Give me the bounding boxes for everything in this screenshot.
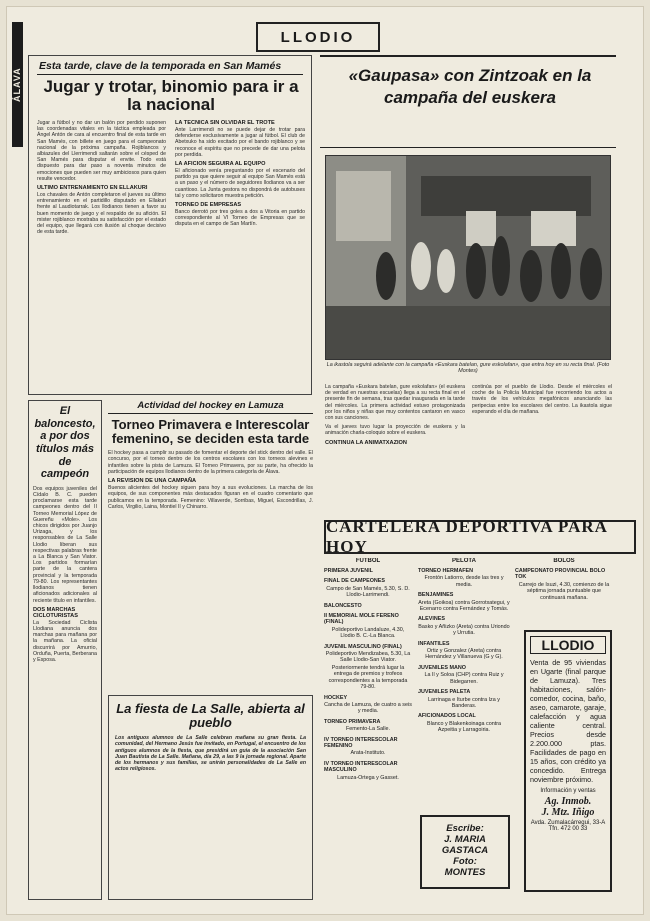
pelota-header: PELOTA	[452, 558, 476, 564]
cartelera-line: Posteriormente tendrá lugar la entrega de premios y trofeos correspondientes a la temporada 79-80.	[328, 664, 408, 691]
salle-text: Los antiguos alumnos de La Salle celebran mañana su gran fiesta. La comunidad, del Hermano Jesús fue invitado, en Portugal, el encuentro de los antiguos alumnos de la fiesta, que presidirá un guia de la asociación San Juan Bautista de La Salle. Mañana, día 29, a las 9 la jornada regional. Aparte de los hermanos y sus familias, se unirán personalidades de La Salle en actos religiosos.	[115, 735, 306, 773]
hockey-article	[108, 400, 313, 690]
basketball-box	[28, 400, 102, 900]
cartelera-line: CAMPEONATO PROVINCIAL BOLO TOK	[515, 568, 606, 581]
ad-phone: Tfn. 472 00 33	[548, 826, 588, 832]
lead-sub1: ULTIMO ENTRENAMIENTO EN ELLAKURI	[37, 185, 148, 192]
cartelera-line: Cancha de Lamuza, de cuatro a seis y media.	[324, 701, 412, 715]
bolos-header: BOLOS	[553, 558, 575, 564]
lead-col2: Ante Larrimendi no se puede dejar de trotar para defenderse exclusivamente a jugar al fútbol. El club de Abetxuko ha sido excitado por el bando rojiblanco y se reconoce el espíritu que no precede de dar una pelota por perdida.	[175, 127, 305, 158]
lead-article	[28, 55, 312, 395]
hockey-headline: Torneo Primavera e Interescolar femenino, se deciden esta tarde	[111, 417, 310, 446]
cartelera-line: Areta (Goikoa) contra Gorrotxategui, y Ecenarro contra Fernández y Tomás.	[418, 599, 510, 613]
credits-write-label: Escribe:	[446, 823, 484, 834]
basketball-headline: El baloncesto, a por dos títulos más de campeón	[34, 405, 96, 481]
ad-text: Venta de 95 viviendas en Ugarte (final parque de Lamuza). Tres habitaciones, salón-comedor, cocina, baño, aseo, camarote, garaje, calefacción y agua caliente central. Precios desde 2.200.000 ptas. Facilidades de pago en 15 años, con crédito ya concedido. Entrega noviembre próximo.	[530, 658, 606, 784]
lead-col1b: Los chavales de Antón completaron el jueves su último entrenamiento en el partidillo disputado en Ellakuri frente al Laudiotarrak. Los llodianos tienen a favor su buen momento de juego y el respaldo de su afición. El mister rojiblanco mostraba su satisfacción por el estado del equipo, que llegará con ilusión al choque decisivo de esta tarde.	[37, 192, 166, 236]
lead-col2b: El aficionado venía preguntando por el escenario del partido ya que quiere seguir al equipo San Mamés está a un paso y el número de seguidores llodianos va a ser cuantioso. La Junta gestora no dispondrá de autobuses tal y como solicitaron muestra petición.	[175, 168, 305, 199]
cartelera-line: Femento-La Salle.	[345, 726, 391, 733]
cartelera-line: INFANTILES	[418, 640, 450, 647]
section-title: LLODIO	[256, 22, 380, 52]
cartelera-line: Polideportivo Landaluze, 4.30, Llodio B. C.-La Blanca.	[331, 626, 405, 640]
salle-headline: La fiesta de La Salle, abierta al pueblo	[116, 701, 305, 730]
cartelera-line: La Il y Soloa (CHP) contra Ruiz y Bidegarren.	[424, 672, 504, 685]
basketball-sub: DOS MARCHAS CICLOTURISTAS	[33, 606, 78, 619]
salle-article	[108, 695, 313, 900]
hockey-kicker: Actividad del hockey en Lamuza	[137, 400, 284, 411]
cartelera-line: Arata-Instituto.	[350, 750, 386, 757]
credits-photo-label: Foto:	[453, 856, 477, 867]
cartelera-line: HOCKEY	[324, 694, 348, 701]
lead-sub3: LA AFICION SEGUIRA AL EQUIPO	[175, 161, 266, 168]
cartelera-line: JUVENIL MASCULINO (FINAL)	[324, 643, 402, 650]
region-tab: ÁLAVA	[12, 22, 23, 147]
credits-author: J. MARIA	[444, 834, 486, 845]
cartelera-line: AFICIONADOS LOCAL	[418, 713, 476, 720]
ad-company-line1: Ag. Inmob.	[544, 796, 592, 807]
cartelera-line: Basko y Añizko (Areta) contra Uriondo y Urrutia.	[418, 623, 510, 637]
lead-sub2: LA TECNICA SIN OLVIDAR EL TROTE	[175, 120, 275, 126]
futbol-header: FUTBOL	[355, 558, 381, 564]
cartelera-line: FINAL DE CAMPEONES	[324, 578, 385, 585]
euskera-sub: CONTINUA LA ANIMATXAZION	[325, 439, 407, 446]
credits-box	[420, 815, 510, 889]
euskera-headline: «Gaupasa» con Zintzoak en la campaña del euskera	[348, 66, 592, 108]
cartelera-line: BALONCESTO	[324, 602, 362, 609]
basketball-text: Dos equipos juveniles del Cídalo B. C. pueden proclamarse esta tarde campeones dentro del II Torneo Memorial López de Guereñu «Mole». Los chicos dirigidos por Juanjo Urizaga, y los responsables de La Salle Llodio liberan sus respectivas palabras frente a La Blanca y San Viator. Los partidos formarían parte de la cantera provincial y la temporada 79-80. Los representantes llodianos tienen aficionados adicionales al reciente título en infantiles.	[33, 485, 97, 604]
credits-photographer: MONTES	[444, 867, 486, 878]
cartelera-line: IV TORNEO INTERESCOLAR MASCULINO	[324, 760, 398, 774]
ad-info: Información y ventas	[540, 788, 596, 794]
euskera-col1: La campaña «Euskara batelan, gure eskolafan» (el euskera de verdad en nuestras escuelas) llega a su recta final en el presente fin de semana, tras quedar inaugurada en la tarde del miércoles. La primera actividad estuvo protagonizada por los niños y niñas que muy contentos cantaron en vasco con sus canciones.	[325, 384, 465, 422]
euskera-col2-wrap	[472, 384, 612, 514]
cartelera-col-pelota	[418, 558, 510, 803]
ad-company-line2: J. Mtz. Iñigo	[541, 807, 595, 818]
euskera-col1b: Va el jueves tuvo lugar la proyección de euskera y la animación charla-coloquio sobre el euskera.	[325, 424, 465, 437]
hockey-sub: LA REVISION DE UNA CAMPAÑA	[108, 478, 197, 485]
credits-author-surname: GASTACA	[441, 845, 489, 856]
basketball-text2: La Sociedad Ciclista Llodiana anuncia dos marchas para mañana por la mañana. La oficial discurrirá por Amurrio, Orduña, Puerta, Berberana y Esposa.	[33, 619, 97, 663]
cartelera-line: PRIMERA JUVENIL	[324, 568, 373, 574]
ad-address: Avda. Zumalacárregui, 33-A	[530, 820, 606, 826]
hockey-text: El hockey pasa a cumplir su pasado de fomentar el deporte del stick dentro del valle. El concurso, por el torneo dentro de los centros escolares con los torneos alevines e infantiles sobre la pista de Lamuza. El Torneo Primavera, por su parte, ha ofrecido la participación de equipos llodianos dentro de la primera categoría de Álava.	[108, 450, 313, 475]
cartelera-line: Lamuza-Ortega y Gasset.	[337, 774, 399, 781]
cartelera-line: Ortiz y Gonzalez (Areta) contra Hernández y Villanueva (G y G).	[425, 648, 503, 661]
ad-title: LLODIO	[530, 636, 606, 654]
cartelera-line: Blanco y Blakenkoinaga contra Azpeitia y Larragoiria.	[426, 720, 502, 734]
cartelera-line: Frontón Latiorro, desde las tres y media.	[424, 575, 504, 588]
lead-col1: Jugar a fútbol y no dar un balón por perdido suponen las coordenadas vitales en la táctica empleada por Ángel Antón de cara al encuentro final de esta tarde en San Mamés, con billete en juego para el campeonato nacional de la próxima campaña. Rojiblancos y albiazules del Llerrimendi saltarán sobre el césped de San Mamés para disputar el envite. Todo está dispuesto para dar paso a noventa minutos de emociones que pueden ser muy ambiciosos para quien resulte vencedor.	[37, 120, 166, 182]
cartelera-line: Larrinaga e Iturbe contra Iza y Banderas.	[428, 696, 500, 709]
cartelera-line: JUVENILES MANO	[418, 664, 466, 671]
cartelera-line: TORNEO PRIMAVERA	[324, 718, 381, 725]
cartelera-line: JUVENILES PALETA	[418, 689, 471, 696]
hockey-text2: Buenos alicientes del hockey siguen para hoy a sus evoluciones. La marcha de los equipos, de sus componentes más destacados figuran en el cuadro comentario que publicamos en la temporada. Femenino: Villaverde, Sorribas, Miguel, Escondrillas, J. Carlos, Virgilio, Laina, Montiel II y Chinarro.	[108, 485, 313, 510]
cartelera-line: BENJAMINES	[418, 592, 454, 599]
cartelera-title: CARTELERA DEPORTIVA PARA HOY	[324, 520, 636, 554]
cartelera-line: ALEVINES	[418, 616, 445, 623]
housing-ad	[524, 630, 612, 892]
cartelera-line: IV TORNEO INTERESCOLAR FEMENINO	[324, 736, 398, 749]
crowd-photo-image	[326, 156, 611, 360]
euskera-col2: continúa por el pueblo de Llodio. Desde el miércoles el coche de la Policía Municipal fue recorriendo los actos a través de los vehículos megafónicos anunciando las peripecias entre los escolares del centro. La ikastola sigue esperando el día de mañana.	[472, 384, 612, 415]
cartelera-line: TORNEO HERMAFEN	[418, 568, 474, 574]
euskera-col1-wrap	[325, 384, 465, 514]
cartelera-line: Campo de San Mamés, 5.30, S. D. Llodio-Larrimendi.	[326, 585, 410, 599]
lead-col2c: Banco derrotó por tres goles a dos a Vitoria en partido correspondiente al VI Torneo de Empresas que se disputa en el campo de San Martín.	[175, 209, 305, 228]
lead-sub4: TORNEO DE EMPRESAS	[175, 202, 242, 209]
cartelera-col-bolos	[515, 558, 613, 623]
cartelera-col-futbol	[324, 558, 412, 903]
euskera-photo	[325, 155, 611, 360]
cartelera-line: Polideportivo Mendizabea, 5.30, La Salle Llodio-San Viator.	[325, 651, 411, 664]
photo-caption: La ikastola seguirá adelante con la campaña «Euskara batelan, gure eskolafan», que entra hoy en su recta final. (Foto Montes)	[326, 362, 610, 375]
cartelera-line: II MEMORIAL MOLE FERENO (FINAL)	[324, 613, 399, 626]
lead-kicker: Esta tarde, clave de la temporada en San Mamés	[39, 60, 282, 72]
lead-headline: Jugar y trotar, binomio para ir a la nacional	[43, 77, 299, 114]
cartelera-line: Carrejo de Isuzi, 4.30, comienzo de la séptima jornada puntuable que continuará mañana.	[518, 581, 610, 601]
